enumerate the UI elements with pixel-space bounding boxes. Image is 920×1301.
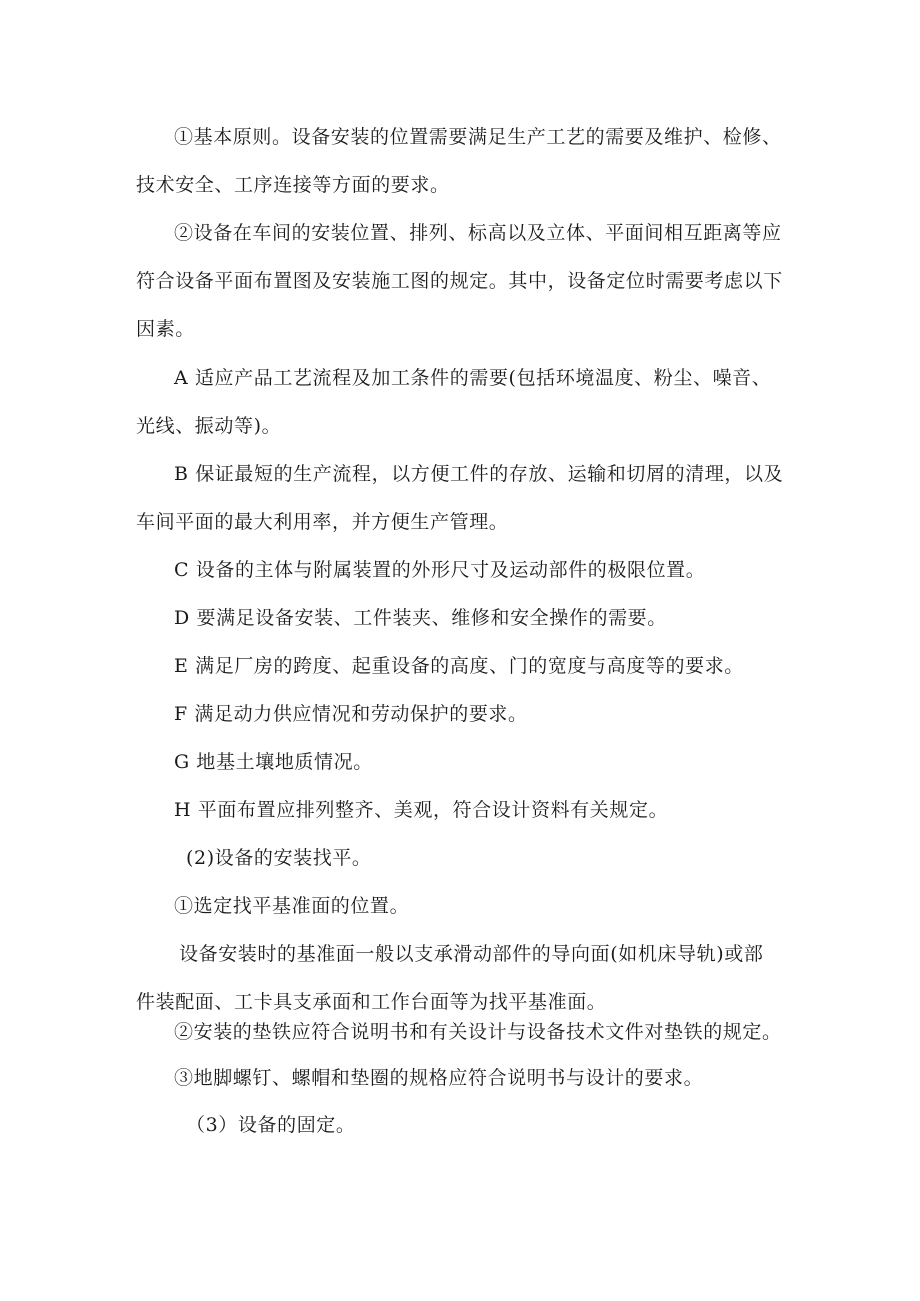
text-line: 件装配面、工卡具支承面和工作台面等为找平基准面。	[136, 991, 607, 1013]
section-heading: （3）设备的固定。	[186, 1114, 356, 1136]
text-line: F 满足动力供应情况和劳动保护的要求。	[174, 703, 528, 725]
text-line: 因素。	[136, 318, 195, 340]
text-line: ③地脚螺钉、螺帽和垫圈的规格应符合说明书与设计的要求。	[174, 1067, 704, 1089]
text-line: 光线、振动等)。	[136, 415, 282, 437]
text-line: A 适应产品工艺流程及加工条件的需要(包括环境温度、粉尘、噪音、	[174, 367, 772, 389]
text-line: D 要满足设备安装、工件装夹、维修和安全操作的需要。	[174, 607, 667, 629]
text-line: 符合设备平面布置图及安装施工图的规定。其中，设备定位时需要考虑以下	[136, 270, 783, 292]
text-line: G 地基土壤地质情况。	[174, 751, 373, 773]
section-heading: (2)设备的安装找平。	[186, 847, 372, 869]
text-line: 技术安全、工序连接等方面的要求。	[136, 174, 450, 196]
text-line: E 满足厂房的跨度、起重设备的高度、门的宽度与高度等的要求。	[174, 655, 744, 677]
text-line: ②设备在车间的安装位置、排列、标高以及立体、平面间相互距离等应	[174, 222, 782, 244]
text-line: 车间平面的最大利用率，并方便生产管理。	[136, 511, 509, 533]
text-line: H 平面布置应排列整齐、美观，符合设计资料有关规定。	[174, 799, 669, 821]
text-line: C 设备的主体与附属装置的外形尺寸及运动部件的极限位置。	[174, 559, 706, 581]
text-line: ①基本原则。设备安装的位置需要满足生产工艺的需要及维护、检修、	[174, 126, 782, 148]
text-line: 设备安装时的基准面一般以支承滑动部件的导向面(如机床导轨)或部	[179, 943, 764, 965]
text-line: ②安装的垫铁应符合说明书和有关设计与设备技术文件对垫铁的规定。	[174, 1021, 782, 1043]
text-line: B 保证最短的生产流程，以方便工件的存放、运输和切屑的清理，以及	[174, 463, 784, 485]
text-line: ①选定找平基准面的位置。	[174, 895, 410, 917]
